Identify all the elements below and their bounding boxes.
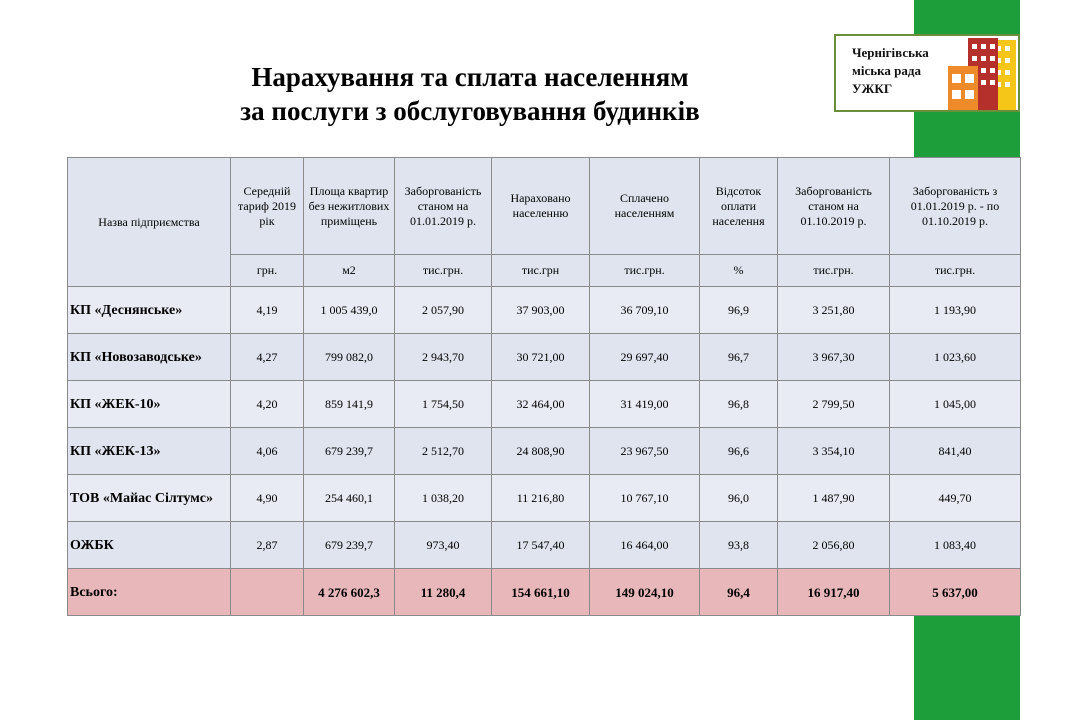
- table-cell: 799 082,0: [304, 334, 395, 381]
- table-cell: 4,20: [231, 381, 304, 428]
- table-row: [68, 475, 1021, 522]
- table-cell: 96,8: [700, 381, 778, 428]
- title-line-1: Нарахування та сплата населенням: [251, 62, 689, 92]
- unit-cell: грн.: [231, 255, 304, 287]
- total-cell: 154 661,10: [492, 569, 590, 616]
- table-cell: 1 193,90: [890, 287, 1021, 334]
- row-name-cell: КП «ЖЕК-10»: [68, 381, 231, 428]
- table-cell: 254 460,1: [304, 475, 395, 522]
- table-total-row: [68, 569, 1021, 616]
- table-row: [68, 381, 1021, 428]
- column-header: Назва підприємства: [68, 158, 231, 287]
- data-table: [67, 157, 1021, 616]
- unit-cell: %: [700, 255, 778, 287]
- unit-cell: м2: [304, 255, 395, 287]
- table-cell: 973,40: [395, 522, 492, 569]
- table-cell: 4,06: [231, 428, 304, 475]
- row-name-cell: ОЖБК: [68, 522, 231, 569]
- table-cell: 679 239,7: [304, 522, 395, 569]
- total-cell: [231, 569, 304, 616]
- table-cell: 10 767,10: [590, 475, 700, 522]
- table-cell: 859 141,9: [304, 381, 395, 428]
- table-row: [68, 287, 1021, 334]
- table-cell: 679 239,7: [304, 428, 395, 475]
- table-cell: 1 487,90: [778, 475, 890, 522]
- table-cell: 17 547,40: [492, 522, 590, 569]
- column-header: Сплачено населенням: [590, 158, 700, 255]
- table-cell: 1 038,20: [395, 475, 492, 522]
- total-cell: 16 917,40: [778, 569, 890, 616]
- column-header: Заборгованість з 01.01.2019 р. - по 01.10.2019 р.: [890, 158, 1021, 255]
- table-cell: 4,19: [231, 287, 304, 334]
- table-cell: 32 464,00: [492, 381, 590, 428]
- unit-cell: тис.грн.: [395, 255, 492, 287]
- table-cell: 4,27: [231, 334, 304, 381]
- table-cell: 24 808,90: [492, 428, 590, 475]
- table-cell: 3 251,80: [778, 287, 890, 334]
- total-cell: 11 280,4: [395, 569, 492, 616]
- table-cell: 1 005 439,0: [304, 287, 395, 334]
- table-cell: 2 799,50: [778, 381, 890, 428]
- row-name-cell: КП «ЖЕК-13»: [68, 428, 231, 475]
- column-header: Заборгованість станом на 01.01.2019 р.: [395, 158, 492, 255]
- column-header: Середній тариф 2019 рік: [231, 158, 304, 255]
- table-cell: 1 083,40: [890, 522, 1021, 569]
- logo-line-3: УЖКГ: [852, 81, 893, 96]
- table-cell: 96,7: [700, 334, 778, 381]
- buildings-icon: [938, 36, 1018, 112]
- title-line-2: за послуги з обслуговування будинків: [240, 96, 700, 126]
- table-cell: 1 045,00: [890, 381, 1021, 428]
- logo-text: [852, 44, 952, 98]
- unit-cell: тис.грн.: [590, 255, 700, 287]
- logo: [834, 34, 1020, 112]
- row-name-cell: КП «Новозаводське»: [68, 334, 231, 381]
- table-row: [68, 522, 1021, 569]
- row-name-cell: КП «Деснянське»: [68, 287, 231, 334]
- table-cell: 4,90: [231, 475, 304, 522]
- table-cell: 2 512,70: [395, 428, 492, 475]
- table-cell: 449,70: [890, 475, 1021, 522]
- table-cell: 11 216,80: [492, 475, 590, 522]
- table-cell: 93,8: [700, 522, 778, 569]
- table-cell: 2 943,70: [395, 334, 492, 381]
- column-header: Відсоток оплати населення: [700, 158, 778, 255]
- table-cell: 31 419,00: [590, 381, 700, 428]
- total-cell: 149 024,10: [590, 569, 700, 616]
- column-header: Площа квартир без нежитлових приміщень: [304, 158, 395, 255]
- table-cell: 2 057,90: [395, 287, 492, 334]
- table-cell: 29 697,40: [590, 334, 700, 381]
- table-cell: 841,40: [890, 428, 1021, 475]
- unit-cell: тис.грн.: [778, 255, 890, 287]
- unit-cell: тис.грн.: [890, 255, 1021, 287]
- table-header-row: [68, 158, 1021, 255]
- total-cell: 4 276 602,3: [304, 569, 395, 616]
- table-cell: 36 709,10: [590, 287, 700, 334]
- table-row: [68, 428, 1021, 475]
- row-name-cell: ТОВ «Майас Сілтумс»: [68, 475, 231, 522]
- table-cell: 96,0: [700, 475, 778, 522]
- total-cell: 5 637,00: [890, 569, 1021, 616]
- table-cell: 3 967,30: [778, 334, 890, 381]
- table-cell: 3 354,10: [778, 428, 890, 475]
- table-cell: 1 023,60: [890, 334, 1021, 381]
- table-cell: 16 464,00: [590, 522, 700, 569]
- unit-cell: тис.грн: [492, 255, 590, 287]
- logo-line-2: міська рада: [852, 63, 921, 78]
- table-cell: 96,9: [700, 287, 778, 334]
- column-header: Заборгованість станом на 01.10.2019 р.: [778, 158, 890, 255]
- table-cell: 2,87: [231, 522, 304, 569]
- page-title: [140, 60, 800, 128]
- total-cell: 96,4: [700, 569, 778, 616]
- logo-line-1: Чернігівська: [852, 45, 929, 60]
- table-cell: 30 721,00: [492, 334, 590, 381]
- table-cell: 2 056,80: [778, 522, 890, 569]
- table-cell: 37 903,00: [492, 287, 590, 334]
- table-cell: 23 967,50: [590, 428, 700, 475]
- table-cell: 1 754,50: [395, 381, 492, 428]
- table-cell: 96,6: [700, 428, 778, 475]
- table-row: [68, 334, 1021, 381]
- column-header: Нараховано населенню: [492, 158, 590, 255]
- total-label-cell: Всього:: [68, 569, 231, 616]
